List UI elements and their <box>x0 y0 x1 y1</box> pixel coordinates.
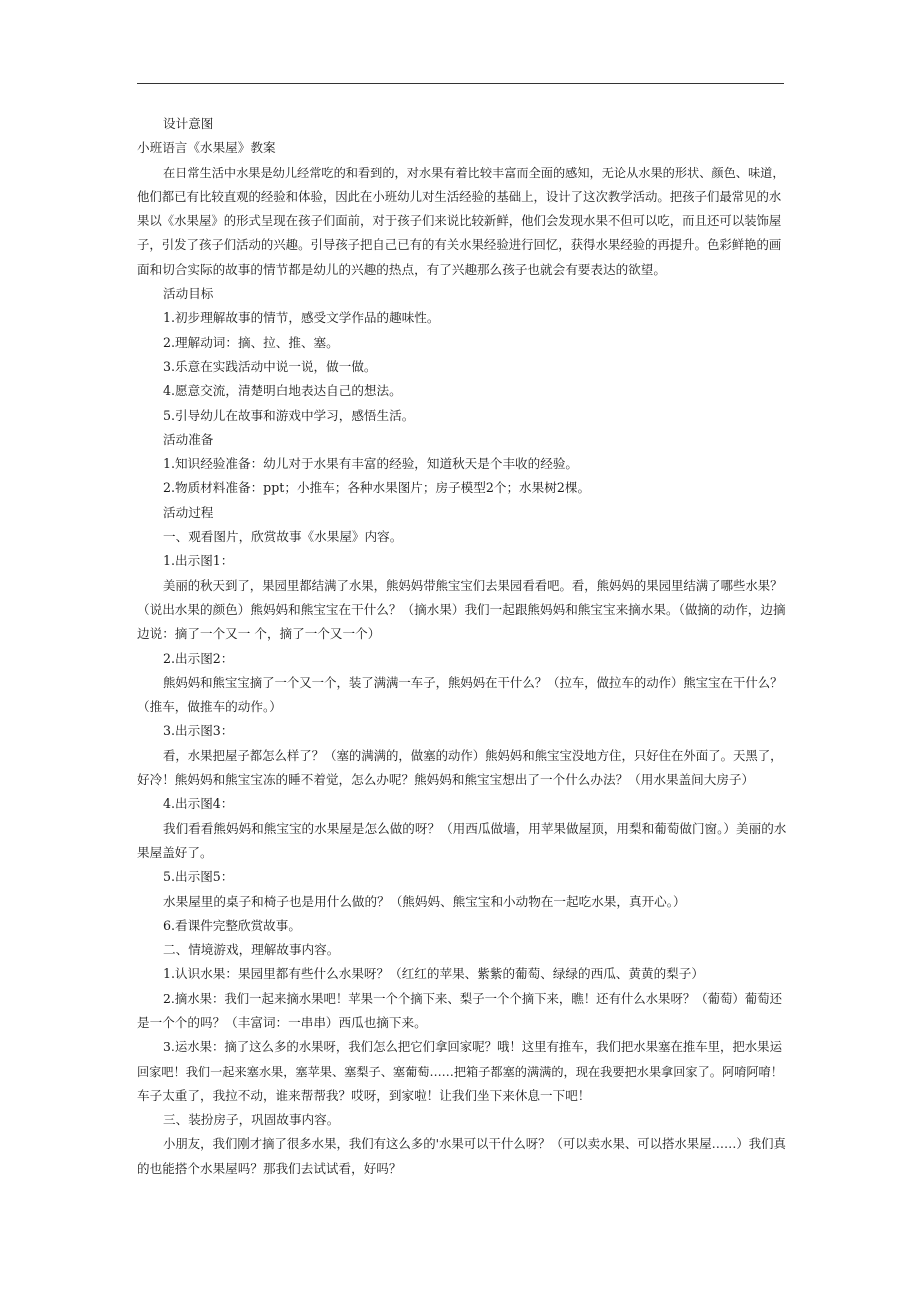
step5-line: 水果屋里的桌子和椅子也是用什么做的？（熊妈妈、熊宝宝和小动物在一起吃水果，真开心。） <box>163 893 686 909</box>
goal-item: 1.初步理解故事的情节，感受文学作品的趣味性。 <box>163 310 440 326</box>
goal-item: 4.愿意交流，清楚明白地表达自己的想法。 <box>163 383 402 399</box>
step4-line: 果屋盖好了。 <box>137 844 213 860</box>
game3-line: 车子太重了，我拉不动，谁来帮帮我？哎呀，到家啦！让我们坐下来休息一下吧！ <box>137 1087 591 1103</box>
step6-line: 6.看课件完整欣赏故事。 <box>163 917 301 933</box>
step2-line: （推车，做推车的动作。） <box>137 699 282 715</box>
step5-label: 5.出示图5： <box>163 869 234 885</box>
game1-line: 1.认识水果：果园里都有些什么水果呀？（红红的苹果、紫紫的葡萄、绿绿的西瓜、黄黄的梨子） <box>163 966 704 982</box>
header-rule <box>137 83 784 84</box>
intro-line: 他们都已有比较直观的经验和体验，因此在小班幼儿对生活经验的基础上，设计了这次教学活动。把孩子们最常见的水 <box>137 188 782 204</box>
game2-line: 是一个个的吗？（丰富词：一串串）西瓜也摘下来。 <box>137 1014 427 1030</box>
section-heading-process: 活动过程 <box>163 504 214 520</box>
intro-line: 在日常生活中水果是幼儿经常吃的和看到的，对水果有着比较丰富而全面的感知，无论从水果的形状、颜色、味道， <box>163 165 785 180</box>
step1-line: 边说：摘了一个又一 个，摘了一个又一个） <box>137 626 381 642</box>
section-heading-prep: 活动准备 <box>163 431 214 447</box>
prep-item: 1.知识经验准备：幼儿对于水果有丰富的经验，知道秋天是个丰收的经验。 <box>163 456 579 472</box>
goal-item: 2.理解动词：摘、拉、推、塞。 <box>163 334 339 350</box>
document-title: 小班语言《水果屋》教案 <box>137 140 276 156</box>
section-heading-design-intent: 设计意图 <box>163 116 214 131</box>
step1-line: 美丽的秋天到了，果园里都结满了水果，熊妈妈带熊宝宝们去果园看看吧。看，熊妈妈的果园里结满了哪些水果？ <box>163 577 783 593</box>
step1-label: 1.出示图1： <box>163 553 234 569</box>
step3-label: 3.出示图3： <box>163 723 234 739</box>
step4-line: 我们看看熊妈妈和熊宝宝的水果屋是怎么做的呀？（用西瓜做墙，用苹果做屋顶，用梨和葡萄做门窗。）美丽的水 <box>163 820 787 836</box>
game2-line: 2.摘水果：我们一起来摘水果吧！苹果一个个摘下来、梨子一个个摘下来，瞧！还有什么水果呀？（葡萄）葡萄还 <box>163 990 782 1006</box>
game3-line: 3.运水果：摘了这么多的水果呀，我们怎么把它们拿回家呢？哦！这里有推车，我们把水果塞在推车里，把水果运 <box>163 1039 782 1055</box>
step3-line: 好冷！熊妈妈和熊宝宝冻的睡不着觉，怎么办呢？熊妈妈和熊宝宝想出了一个什么办法？（用水果盖间大房子） <box>137 772 755 788</box>
document-body <box>137 112 787 1181</box>
prep-item: 2.物质材料准备：ppt；小推车；各种水果图片；房子模型2个；水果树2棵。 <box>163 480 591 496</box>
goal-item: 3.乐意在实践活动中说一说，做一做。 <box>163 358 377 374</box>
part3-title: 三、装扮房子，巩固故事内容。 <box>163 1112 340 1128</box>
part3-line: 的也能搭个水果屋吗？那我们去试试看，好吗？ <box>137 1160 402 1176</box>
intro-line: 果以《水果屋》的形式呈现在孩子们面前，对于孩子们来说比较新鲜，他们会发现水果不但可以吃，而且还可以装饰屋 <box>137 213 782 229</box>
part3-line: 小朋友，我们刚才摘了很多水果，我们有这么多的'水果可以干什么呀？（可以卖水果、可以搭水果屋……）我们真 <box>163 1136 786 1152</box>
goal-item: 5.引导幼儿在故事和游戏中学习，感悟生活。 <box>163 407 415 423</box>
section-heading-goals: 活动目标 <box>163 286 214 302</box>
step2-line: 熊妈妈和熊宝宝摘了一个又一个，装了满满一车子，熊妈妈在干什么？（拉车，做拉车的动作）熊宝宝在干什么？ <box>163 674 783 690</box>
step3-line: 看，水果把屋子都怎么样了？（塞的满满的，做塞的动作）熊妈妈和熊宝宝没地方住，只好住在外面了。天黑了， <box>163 747 783 763</box>
step4-label: 4.出示图4： <box>163 796 234 812</box>
step2-label: 2.出示图2： <box>163 650 234 666</box>
intro-line: 子，引发了孩子们活动的兴趣。引导孩子把自己已有的有关水果经验进行回忆，获得水果经验的再提升。色彩鲜艳的画 <box>137 237 782 253</box>
game3-line: 回家吧！我们一起来塞水果，塞苹果、塞梨子、塞葡萄……把箱子都塞的满满的，现在我要把水果拿回家了。阿唷阿唷！ <box>137 1064 783 1079</box>
step1-line: （说出水果的颜色）熊妈妈和熊宝宝在干什么？（摘水果）我们一起跟熊妈妈和熊宝宝来摘水果。（做摘的动作，边摘 <box>137 601 786 617</box>
part2-title: 二、情境游戏，理解故事内容。 <box>163 942 340 958</box>
part1-title: 一、观看图片，欣赏故事《水果屋》内容。 <box>163 529 403 545</box>
intro-line: 面和切合实际的故事的情节都是幼儿的兴趣的热点，有了兴趣那么孩子也就会有要表达的欲望。 <box>137 261 666 277</box>
